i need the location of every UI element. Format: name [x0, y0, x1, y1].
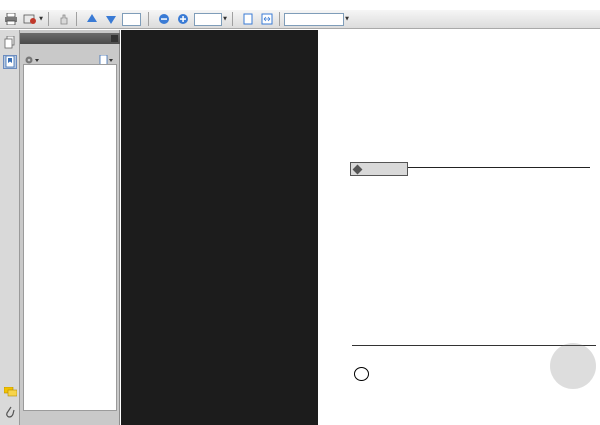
next-page-icon[interactable] [103, 12, 119, 27]
search-input[interactable] [284, 13, 344, 26]
menu-bar [0, 0, 600, 10]
bookmarks-panel-icon[interactable] [3, 55, 17, 69]
hand-tool-icon[interactable] [56, 12, 72, 27]
watermark-seal [550, 343, 596, 389]
chevron-down-icon[interactable]: ▼ [39, 16, 43, 22]
search-dropdown-icon[interactable]: ▼ [345, 16, 349, 22]
comments-icon[interactable] [3, 385, 17, 399]
pages-panel-icon[interactable] [3, 35, 17, 49]
bookmark-list [23, 64, 117, 411]
zoom-out-icon[interactable] [156, 12, 172, 27]
fit-width-icon[interactable] [259, 12, 275, 27]
tip-label [350, 162, 408, 176]
print-icon[interactable] [3, 12, 19, 27]
toolbar-separator [279, 12, 280, 26]
document-background [121, 30, 318, 425]
navigation-strip [0, 30, 20, 425]
toolbar-separator [232, 12, 233, 26]
close-panel-button[interactable] [111, 35, 118, 42]
toolbar-separator [148, 12, 149, 26]
example-number [354, 367, 369, 381]
toolbar-separator [76, 12, 77, 26]
fit-page-icon[interactable] [240, 12, 256, 27]
attachments-icon[interactable] [3, 405, 17, 419]
previous-page-icon[interactable] [84, 12, 100, 27]
zoom-input[interactable] [194, 13, 222, 26]
zoom-in-icon[interactable] [175, 12, 191, 27]
toolbar [0, 10, 600, 29]
email-attach-icon[interactable] [22, 12, 38, 27]
bookmark-panel-header [20, 33, 120, 44]
zoom-dropdown-icon[interactable]: ▼ [223, 16, 227, 22]
toolbar-separator [48, 12, 49, 26]
document-page [318, 30, 600, 425]
page-number-input[interactable] [122, 13, 141, 26]
